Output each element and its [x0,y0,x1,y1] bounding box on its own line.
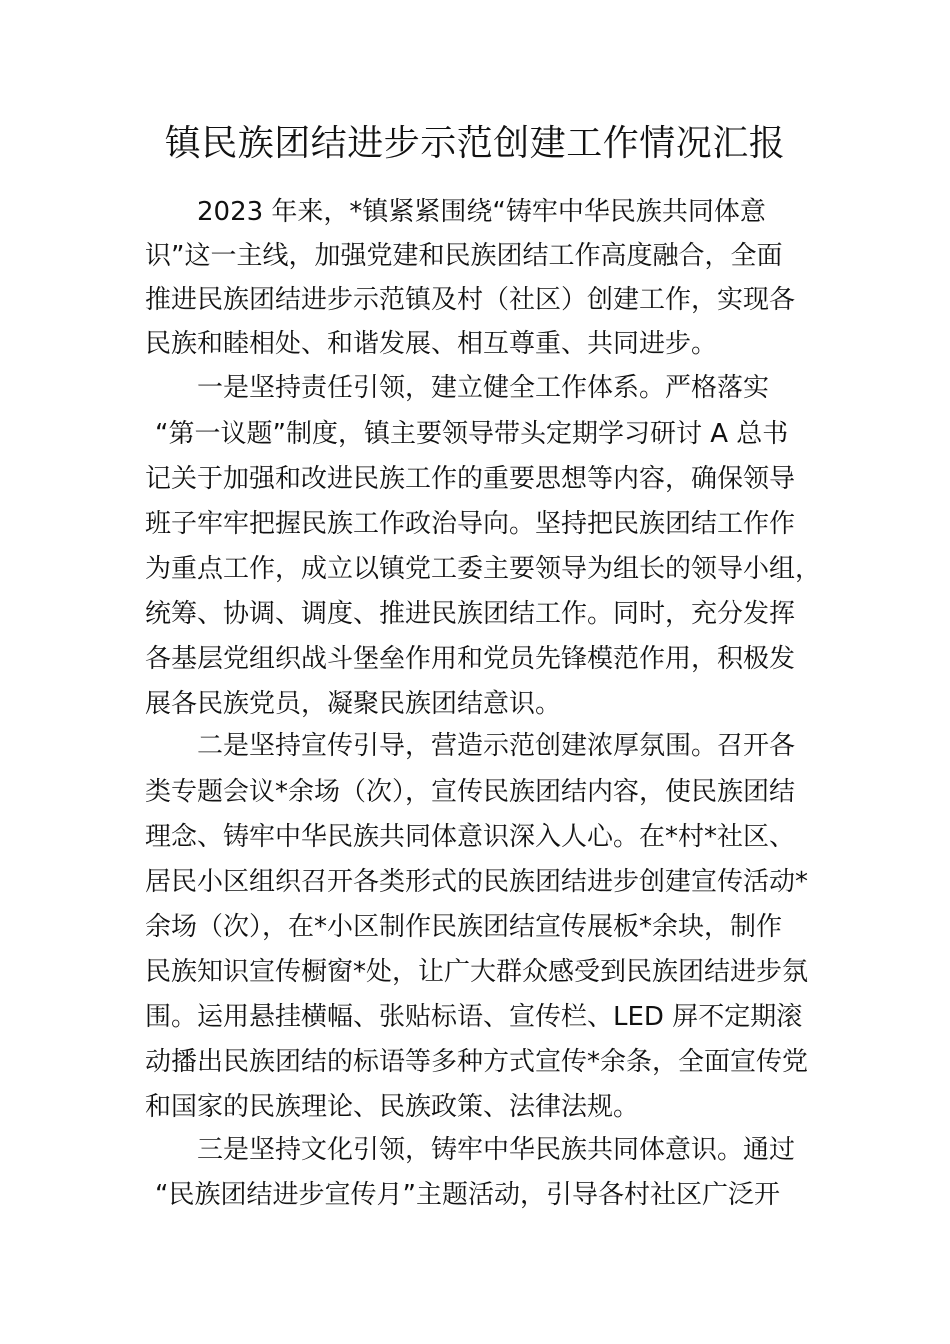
body-line: 居民小区组织召开各类形式的民族团结进步创建宣传活动* [145,867,809,897]
body-line: 2023 年来，*镇紧紧围绕“铸牢中华民族共同体意 [197,197,766,227]
body-line: 动播出民族团结的标语等多种方式宣传*余条，全面宣传党 [145,1047,809,1077]
body-line: 三是坚持文化引领，铸牢中华民族共同体意识。通过 [197,1135,796,1165]
body-line: 理念、铸牢中华民族共同体意识深入人心。在*村*社区、 [145,822,796,852]
body-line: 二是坚持宣传引导，营造示范创建浓厚氛围。召开各 [197,731,796,761]
body-line: “第一议题”制度，镇主要领导带头定期学习研讨 A 总书 [155,419,789,449]
body-line: 班子牢牢把握民族工作政治导向。坚持把民族团结工作作 [145,509,796,539]
body-line: 民族和睦相处、和谐发展、相互尊重、共同进步。 [145,329,718,359]
body-line: 围。运用悬挂横幅、张贴标语、宣传栏、LED 屏不定期滚 [145,1002,803,1032]
body-line: 推进民族团结进步示范镇及村（社区）创建工作，实现各 [145,285,796,315]
body-line: 为重点工作，成立以镇党工委主要领导为组长的领导小组， [145,554,822,584]
body-line: 识”这一主线，加强党建和民族团结工作高度融合，全面 [145,241,783,271]
document-title: 镇民族团结进步示范创建工作情况汇报 [164,123,786,164]
body-line: 一是坚持责任引领，建立健全工作体系。严格落实 [197,373,770,403]
body-line: “民族团结进步宣传月”主题活动，引导各村社区广泛开 [155,1180,780,1210]
body-line: 统筹、协调、调度、推进民族团结工作。同时，充分发挥 [145,599,796,629]
body-line: 类专题会议*余场（次），宣传民族团结内容，使民族团结 [145,777,796,807]
body-line: 各基层党组织战斗堡垒作用和党员先锋模范作用，积极发 [145,644,796,674]
body-line: 余场（次），在*小区制作民族团结宣传展板*余块，制作 [145,912,783,942]
body-line: 和国家的民族理论、民族政策、法律法规。 [145,1092,640,1122]
body-line: 民族知识宣传橱窗*处，让广大群众感受到民族团结进步氛 [145,957,809,987]
body-line: 记关于加强和改进民族工作的重要思想等内容，确保领导 [145,464,796,494]
body-line: 展各民族党员，凝聚民族团结意识。 [145,689,562,719]
